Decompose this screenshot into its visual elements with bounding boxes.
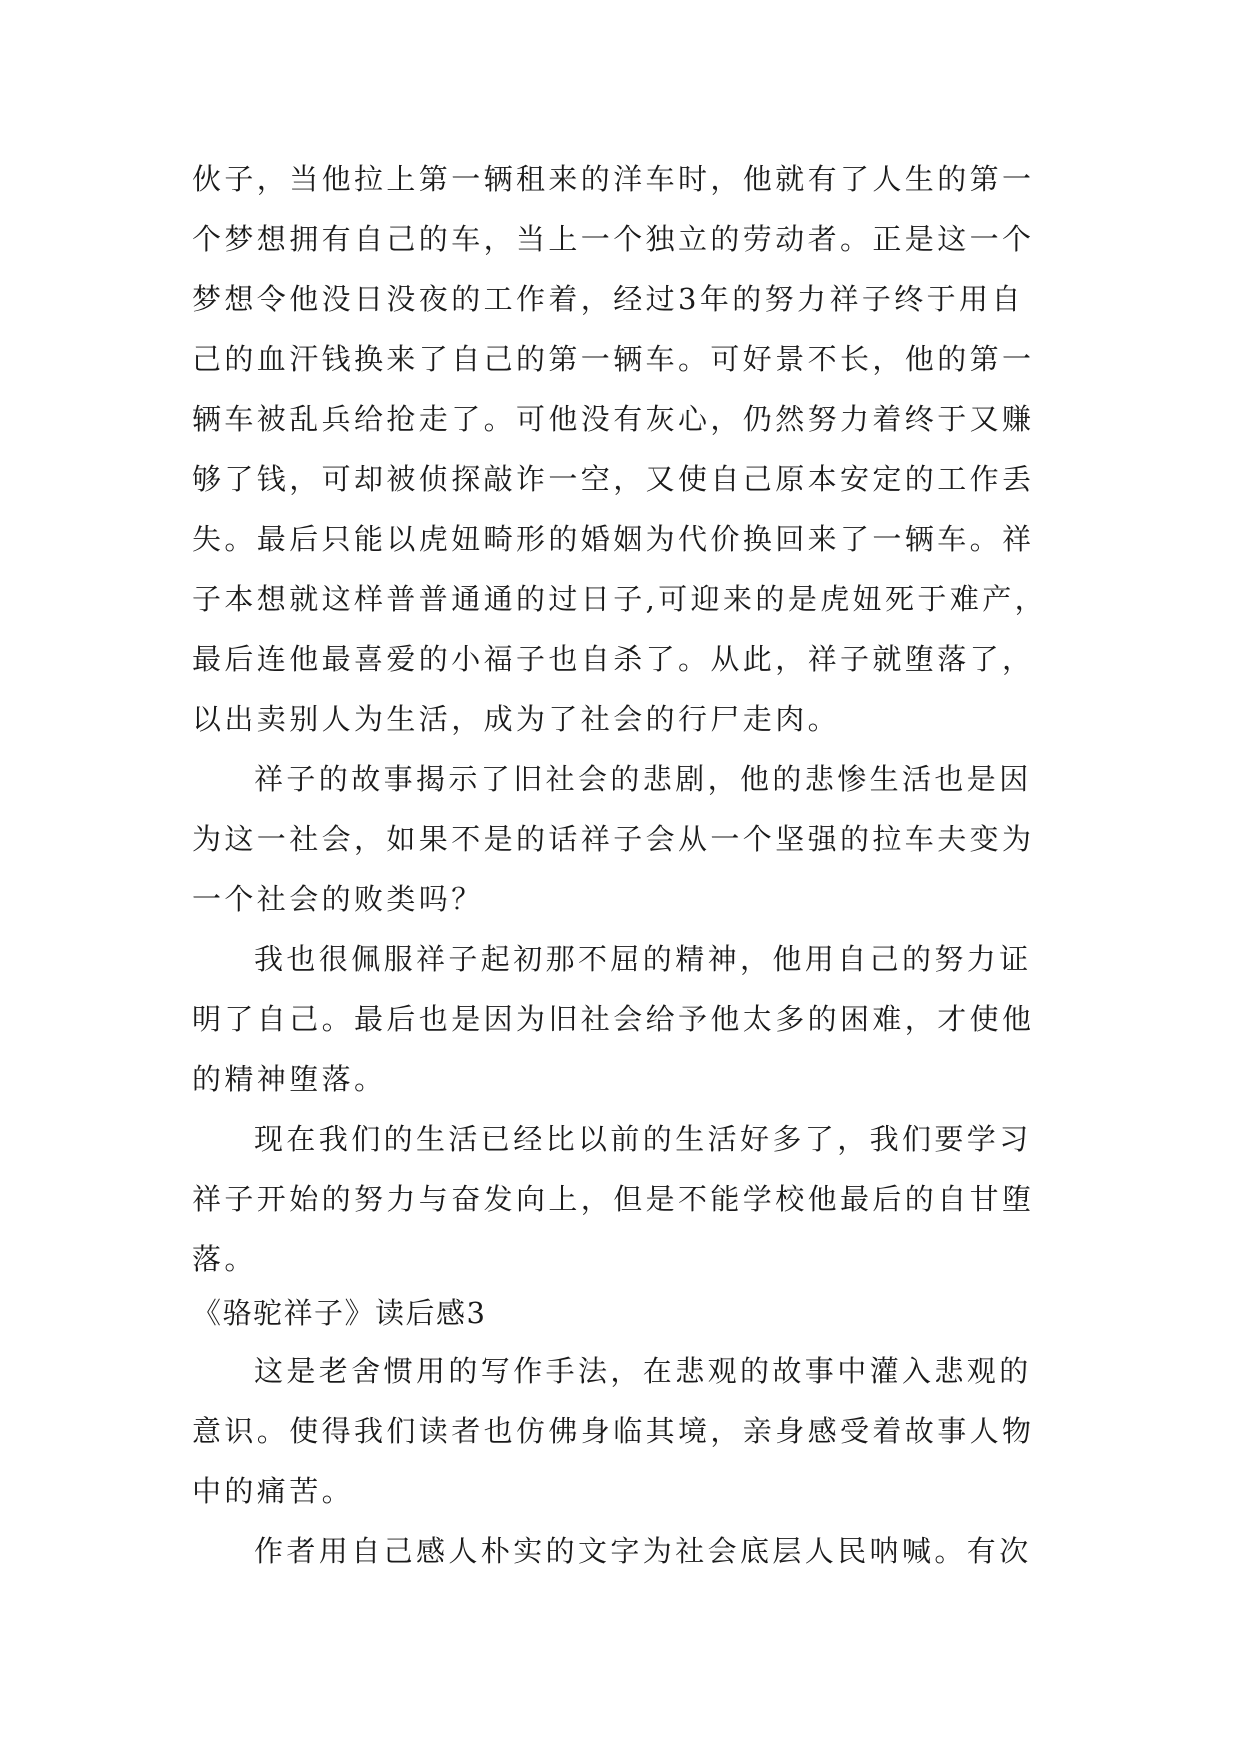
paragraph-first-line: 作者用自己感人朴实的文字为社会底层人民呐喊。有次 [254,1534,1032,1568]
text-line: 够了钱，可却被侦探敲诈一空，又使自己原本安定的工作丢 [192,462,1035,496]
text-line: 的精神堕落。 [192,1062,387,1096]
text-line: 意识。使得我们读者也仿佛身临其境，亲身感受着故事人物 [192,1414,1035,1448]
text-line: 祥子开始的努力与奋发向上，但是不能学校他最后的自甘堕 [192,1182,1035,1216]
text-line: 中的痛苦。 [192,1474,355,1508]
text-line: 辆车被乱兵给抢走了。可他没有灰心，仍然努力着终于又赚 [192,402,1035,436]
text-line: 为这一社会，如果不是的话祥子会从一个坚强的拉车夫变为 [192,822,1035,856]
text-line: 己的血汗钱换来了自己的第一辆车。可好景不长，他的第一 [192,342,1035,376]
text-line: 子本想就这样普普通通的过日子,可迎来的是虎妞死于难产， [192,582,1048,616]
text-line: 失。最后只能以虎妞畸形的婚姻为代价换回来了一辆车。祥 [192,522,1035,556]
text-line: 个梦想拥有自己的车，当上一个独立的劳动者。正是这一个 [192,222,1035,256]
text-line: 梦想令他没日没夜的工作着，经过3年的努力祥子终于用自 [192,282,1024,316]
section-heading: 《骆驼祥子》读后感3 [192,1296,487,1330]
paragraph-first-line: 现在我们的生活已经比以前的生活好多了，我们要学习 [254,1122,1032,1156]
text-line: 一个社会的败类吗？ [192,882,484,916]
text-line: 最后连他最喜爱的小福子也自杀了。从此，祥子就堕落了， [192,642,1035,676]
text-line: 明了自己。最后也是因为旧社会给予他太多的困难，才使他 [192,1002,1035,1036]
text-line: 以出卖别人为生活，成为了社会的行尸走肉。 [192,702,841,736]
paragraph-first-line: 我也很佩服祥子起初那不屈的精神，他用自己的努力证 [254,942,1032,976]
paragraph-first-line: 祥子的故事揭示了旧社会的悲剧，他的悲惨生活也是因 [254,762,1032,796]
paragraph-first-line: 这是老舍惯用的写作手法，在悲观的故事中灌入悲观的 [254,1354,1032,1388]
text-line: 落。 [192,1242,257,1276]
text-line: 伙子，当他拉上第一辆租来的洋车时，他就有了人生的第一 [192,162,1035,196]
